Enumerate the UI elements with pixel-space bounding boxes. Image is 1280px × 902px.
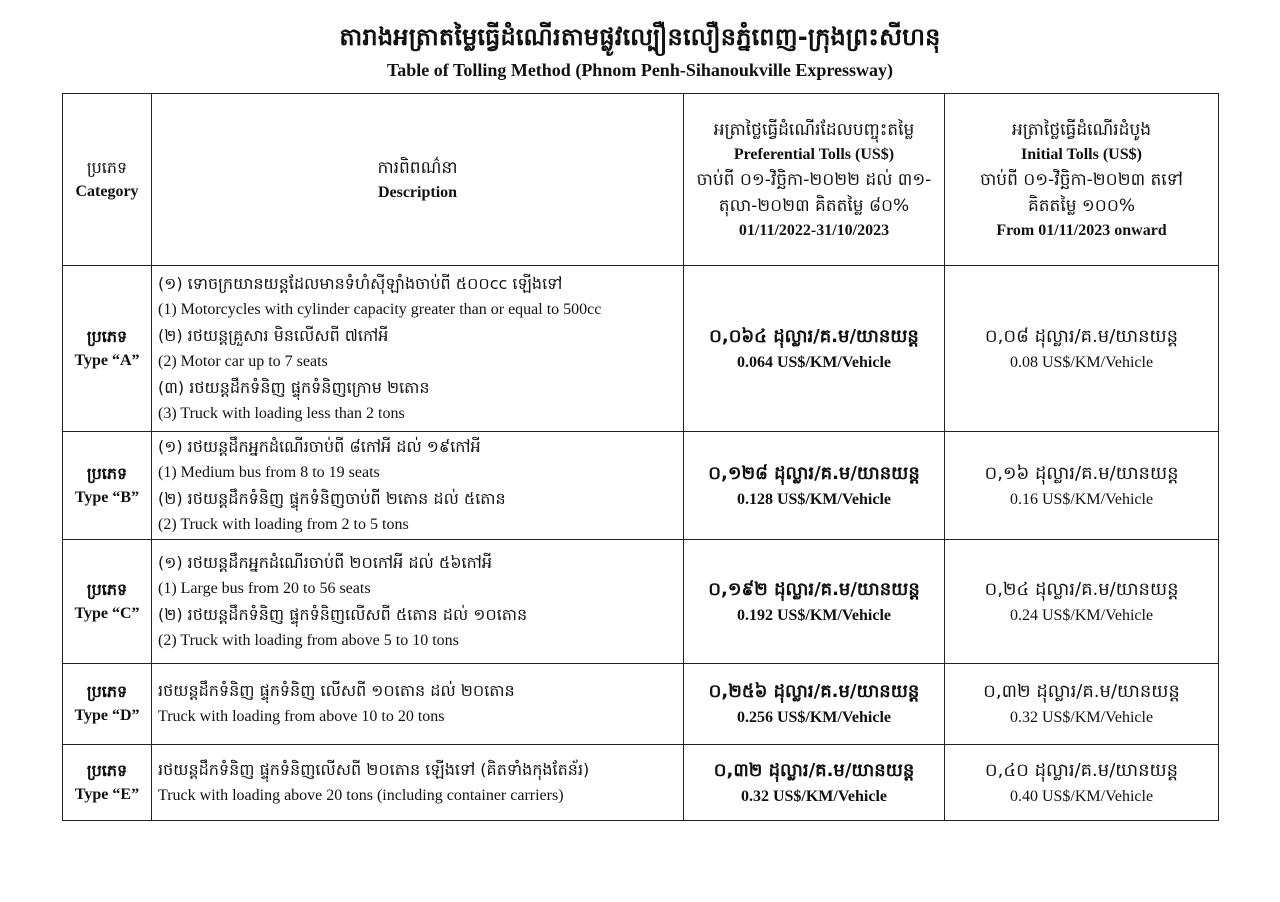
description-cell [152, 664, 684, 745]
table-row [63, 432, 1219, 540]
category-en: Type “B” [74, 488, 140, 506]
description-line: Truck with loading from above 10 to 20 tons [158, 708, 445, 725]
description-line: (2) Truck with loading from 2 to 5 tons [158, 515, 409, 533]
preferential-toll-km: ០,០៦៤ ដុល្លារ/គ.ម/យានយន្ត [709, 325, 919, 347]
initial-toll-km: ០,៣២ ដុល្លារ/គ.ម/យានយន្ត [983, 681, 1180, 702]
preferential-toll-cell [684, 540, 945, 664]
category-cell [63, 432, 152, 540]
category-km: ប្រភេទ [86, 326, 128, 346]
preferential-toll-en: 0.32 US$/KM/Vehicle [740, 787, 888, 805]
initial-toll-km: ០,២៤ ដុល្លារ/គ.ម/យានយន្ត [984, 578, 1179, 600]
initial-toll-cell [945, 432, 1219, 540]
table-row [63, 266, 1219, 432]
preferential-period-km-2: តុលា-២០២៣ គិតតម្លៃ ៨០% [718, 195, 910, 216]
description-header-en: Description [377, 183, 458, 201]
description-line: (1) Large bus from 20 to 56 seats [158, 579, 371, 597]
description-header [152, 94, 684, 266]
initial-header [945, 94, 1219, 266]
category-header-en: Category [75, 182, 139, 200]
category-km: ប្រភេទ [86, 760, 128, 780]
table-row [63, 664, 1219, 745]
document-title-khmer: តារាងអត្រាតម្លៃធ្វើដំណើរតាមផ្លូវល្បឿនលឿនភ្នំពេញ-ក្រុងព្រះសីហនុ [339, 23, 941, 51]
description-line: (1) Medium bus from 8 to 19 seats [158, 463, 380, 481]
preferential-toll-en: 0.128 US$/KM/Vehicle [736, 490, 892, 508]
preferential-toll-km: ០,២៥៦ ដុល្លារ/គ.ម/យានយន្ត [708, 681, 920, 702]
preferential-toll-km: ០,១៩២ ដុល្លារ/គ.ម/យានយន្ត [708, 578, 920, 600]
preferential-toll-en: 0.192 US$/KM/Vehicle [736, 606, 892, 624]
description-line: (3) Truck with loading less than 2 tons [158, 404, 405, 422]
initial-header-en: Initial Tolls (US$) [1021, 145, 1142, 163]
initial-toll-km: ០,៤០ ដុល្លារ/គ.ម/យានយន្ត [984, 759, 1179, 781]
description-line: រថយន្តដឹកទំនិញ ផ្ទុកទំនិញ លើសពី ១០តោន ដល់ ២០តោន [158, 681, 515, 700]
initial-toll-en: 0.32 US$/KM/Vehicle [1009, 709, 1154, 726]
initial-period-km-1: ចាប់ពី ០១-វិច្ឆិកា-២០២៣ តទៅ [980, 169, 1183, 190]
initial-toll-cell [945, 540, 1219, 664]
initial-period-km-2: គិតតម្លៃ ១០០% [1027, 195, 1136, 216]
preferential-header [684, 94, 945, 266]
description-line: (២) រថយន្តដឹកទំនិញ ផ្ទុកទំនិញលើសពី ៥តោន ដល់ ១០តោន [158, 604, 528, 624]
toll-table [62, 93, 1219, 821]
description-cell [152, 540, 684, 664]
preferential-toll-km: ០,៣២ ដុល្លារ/គ.ម/យានយន្ត [713, 759, 915, 781]
initial-toll-en: 0.40 US$/KM/Vehicle [1009, 787, 1154, 805]
category-en: Type “C” [74, 604, 140, 622]
description-line: (៣) រថយន្តដឹកទំនិញ ផ្ទុកទំនិញក្រោម ២តោន [158, 377, 430, 397]
preferential-toll-en: 0.064 US$/KM/Vehicle [736, 353, 892, 371]
document-title-english: Table of Tolling Method (Phnom Penh-Sihanoukville Expressway) [386, 60, 894, 80]
category-header [63, 94, 152, 266]
description-line: (១) រថយន្តដឹកអ្នកដំណើរចាប់ពី ២០កៅអី ដល់ ៥៦កៅអី [158, 552, 492, 572]
category-cell [63, 664, 152, 745]
initial-toll-en: 0.16 US$/KM/Vehicle [1009, 490, 1154, 508]
category-en: Type “A” [74, 351, 140, 369]
initial-toll-km: ០,១៦ ដុល្លារ/គ.ម/យានយន្ត [984, 462, 1179, 484]
category-cell [63, 745, 152, 821]
table-header-row [63, 94, 1219, 266]
table-body [63, 266, 1219, 821]
preferential-toll-cell [684, 266, 945, 432]
preferential-toll-cell [684, 664, 945, 745]
category-km: ប្រភេទ [86, 682, 128, 701]
description-line: (១) រថយន្តដឹកអ្នកដំណើរចាប់ពី ៨កៅអី ដល់ ១៩កៅអី [158, 436, 481, 456]
initial-toll-en: 0.24 US$/KM/Vehicle [1009, 606, 1154, 624]
preferential-toll-cell [684, 432, 945, 540]
category-header-km: ប្រភេទ [86, 157, 128, 177]
preferential-toll-cell [684, 745, 945, 821]
description-line: (២) រថយន្តដឹកទំនិញ ផ្ទុកទំនិញចាប់ពី ២តោន ដល់ ៥តោន [158, 488, 506, 508]
description-line: Truck with loading above 20 tons (including container carriers) [158, 786, 564, 804]
table-row [63, 540, 1219, 664]
category-en: Type “E” [74, 785, 140, 803]
initial-toll-en: 0.08 US$/KM/Vehicle [1009, 353, 1154, 371]
initial-toll-cell [945, 266, 1219, 432]
initial-header-km: អត្រាថ្លៃធ្វើដំណើរដំបូង [1011, 119, 1152, 140]
category-km: ប្រភេទ [86, 463, 128, 483]
description-line: (1) Motorcycles with cylinder capacity greater than or equal to 500cc [158, 300, 602, 318]
initial-toll-cell [945, 745, 1219, 821]
preferential-period-en: 01/11/2022-31/10/2023 [738, 221, 890, 239]
preferential-toll-en: 0.256 US$/KM/Vehicle [736, 709, 892, 726]
description-cell [152, 745, 684, 821]
preferential-header-en: Preferential Tolls (US$) [733, 145, 895, 163]
description-line: (2) Motor car up to 7 seats [158, 352, 328, 370]
description-line: (២) រថយន្តគ្រួសារ មិនលើសពី ៧កៅអី [158, 325, 389, 345]
description-line: (១) ទោចក្រយានយន្តដែលមានទំហំស៊ីឡាំងចាប់ពី ៥០០cc ឡើងទៅ [158, 273, 563, 293]
description-line: (2) Truck with loading from above 5 to 10 tons [158, 631, 459, 649]
category-cell [63, 540, 152, 664]
category-en: Type “D” [74, 707, 140, 724]
initial-period-en: From 01/11/2023 onward [996, 221, 1167, 239]
table-row [63, 745, 1219, 821]
category-cell [63, 266, 152, 432]
description-line: រថយន្តដឹកទំនិញ ផ្ទុកទំនិញលើសពី ២០តោន ឡើងទៅ (គិតទាំងកុងតែន័រ) [158, 759, 590, 779]
description-header-km: ការពិពណ៌នា [377, 157, 458, 178]
preferential-period-km-1: ចាប់ពី ០១-វិច្ឆិកា-២០២២ ដល់ ៣១- [696, 169, 932, 190]
initial-toll-km: ០,០៨ ដុល្លារ/គ.ម/យានយន្ត [984, 325, 1179, 347]
category-km: ប្រភេទ [86, 579, 128, 599]
description-cell [152, 432, 684, 540]
initial-toll-cell [945, 664, 1219, 745]
preferential-toll-km: ០,១២៨ ដុល្លារ/គ.ម/យានយន្ត [708, 462, 920, 484]
description-cell [152, 266, 684, 432]
preferential-header-km: អត្រាថ្លៃធ្វើដំណើរដែលបញ្ចុះតម្លៃ [713, 119, 915, 140]
